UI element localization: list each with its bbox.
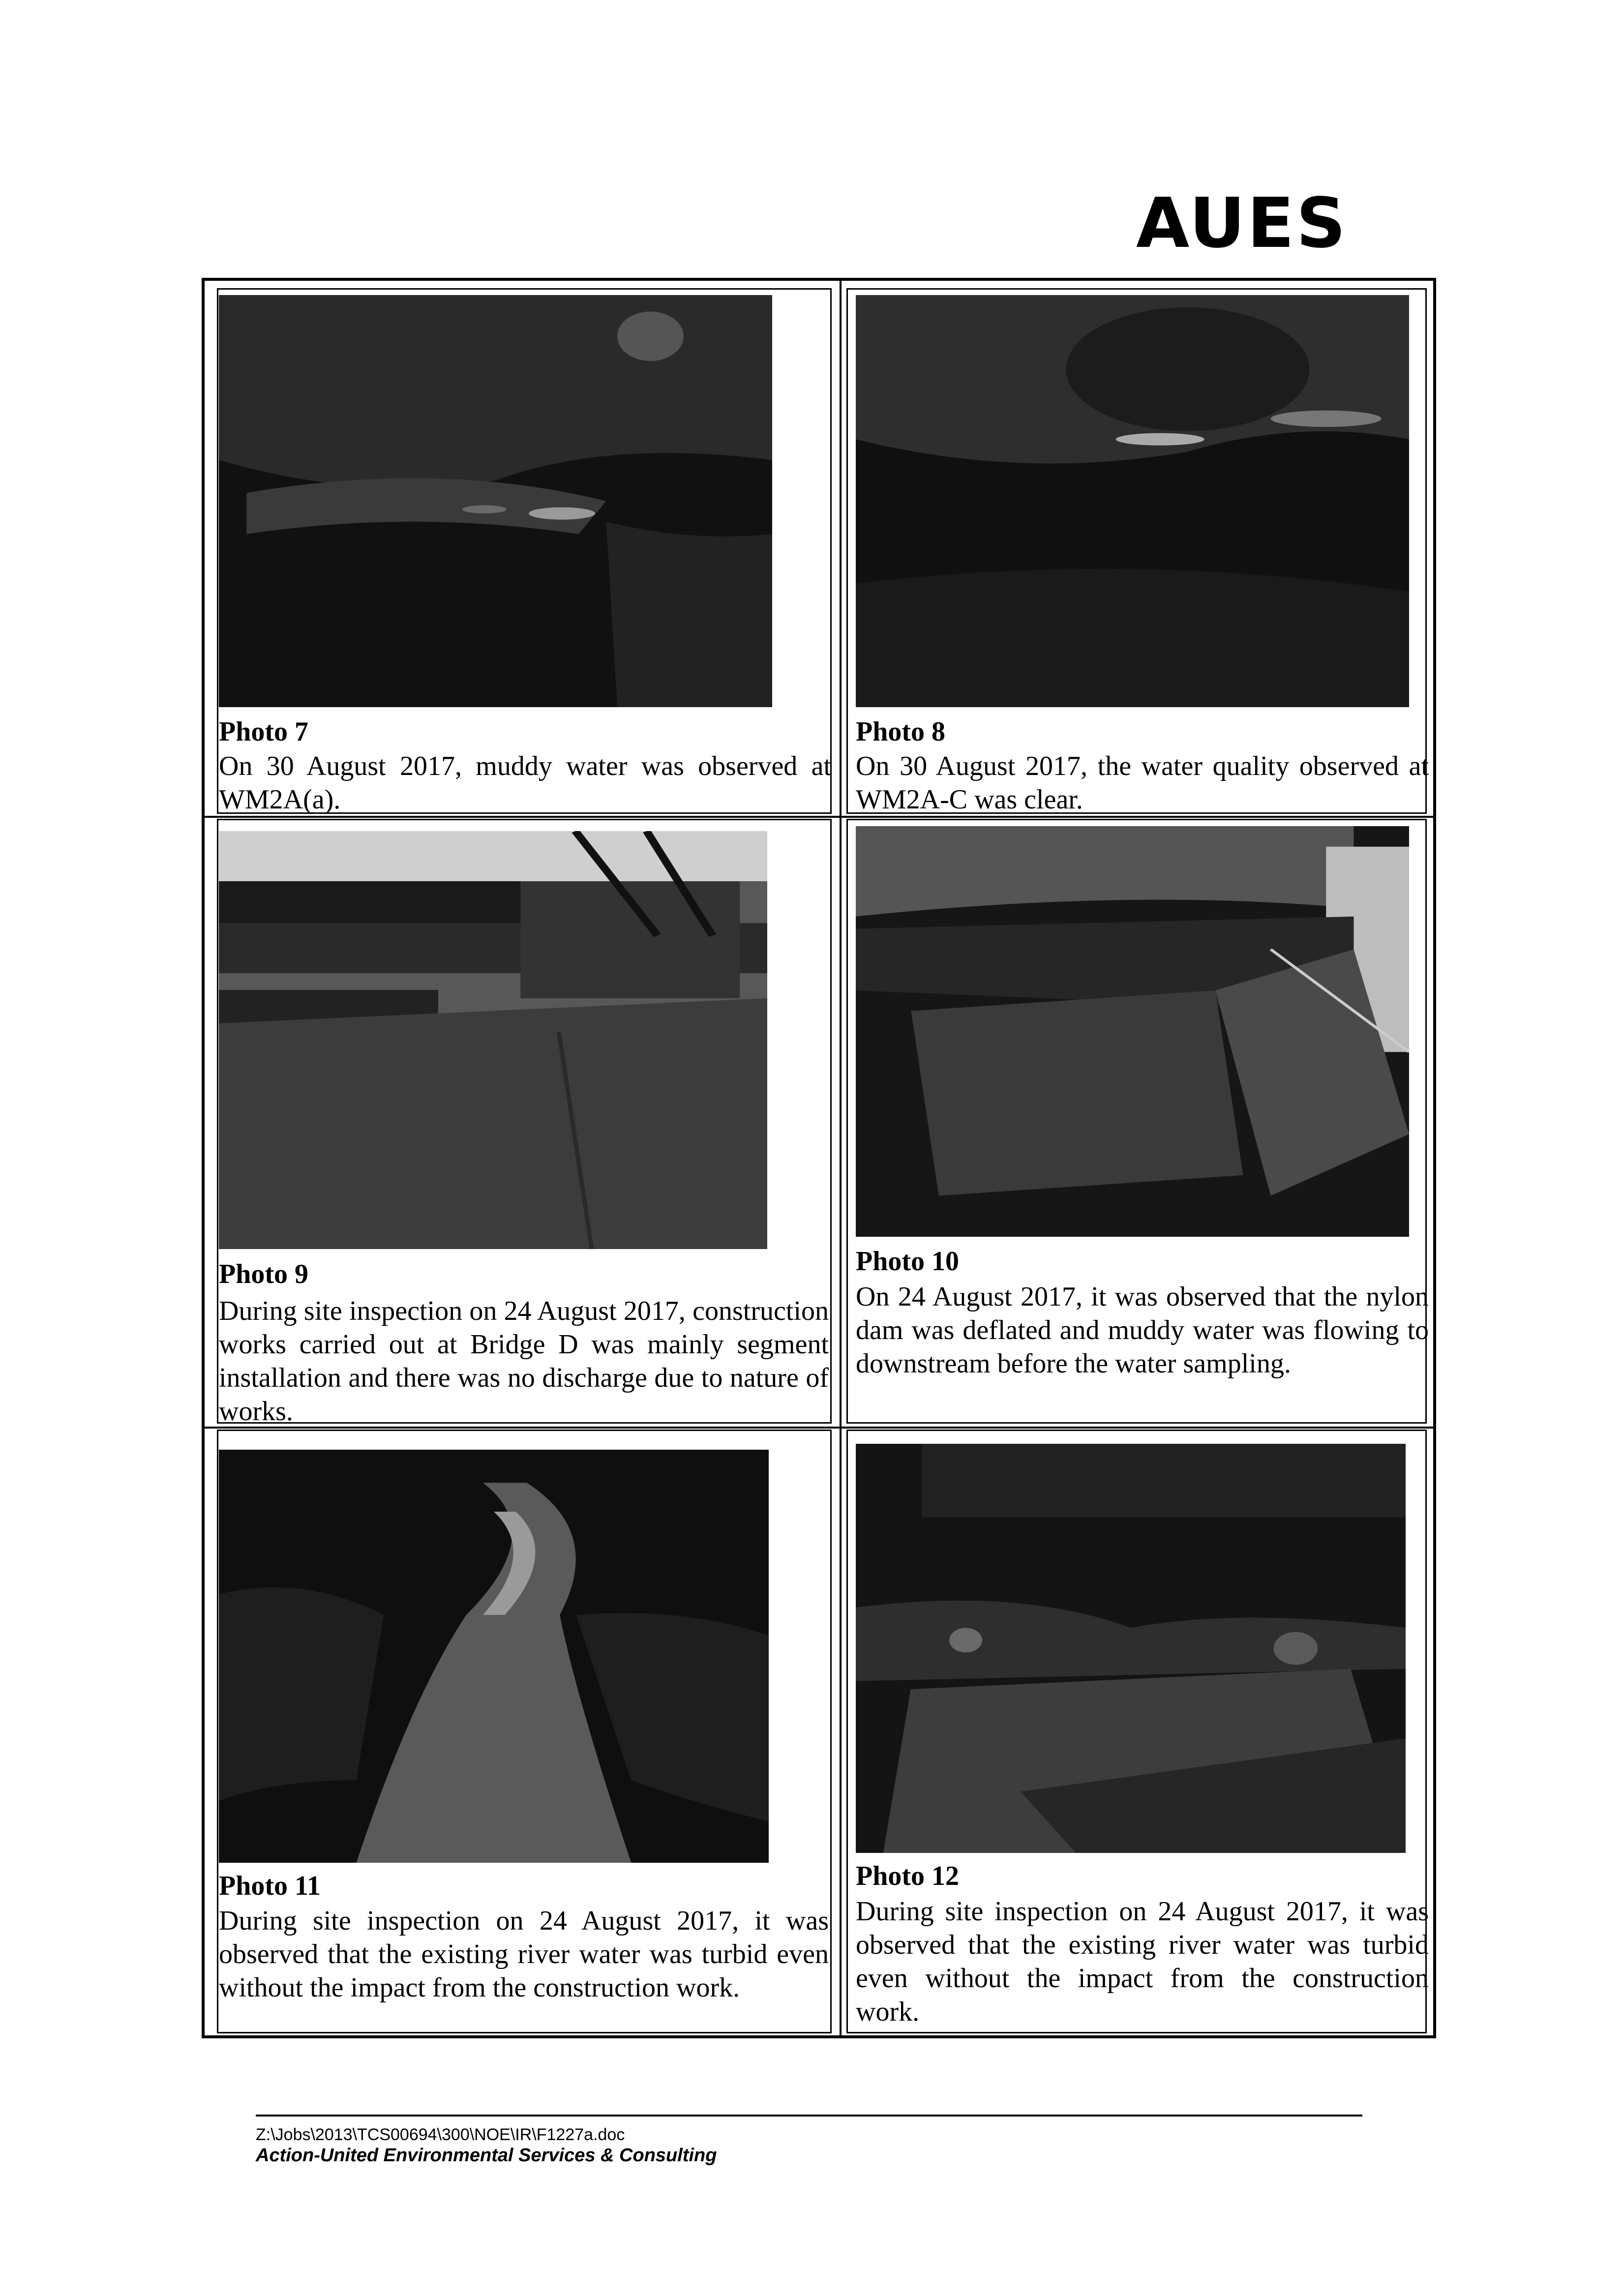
photo-8-image bbox=[856, 295, 1409, 707]
photo-7-image bbox=[219, 295, 772, 707]
photo-9-title: Photo 9 bbox=[219, 1259, 308, 1289]
photo-8-title: Photo 8 bbox=[856, 716, 945, 747]
photo-11-image bbox=[219, 1450, 769, 1863]
column-divider bbox=[840, 281, 842, 2035]
footer-file-path: Z:\Jobs\2013\TCS00694\300\NOE\IR\F1227a.doc bbox=[256, 2125, 625, 2144]
photo-12-image bbox=[856, 1444, 1406, 1853]
footer-divider bbox=[256, 2115, 1362, 2117]
photo-7-title: Photo 7 bbox=[219, 716, 308, 747]
photo-9-image bbox=[219, 831, 767, 1249]
company-logo: AUES bbox=[1136, 183, 1348, 264]
footer-company-name: Action-United Environmental Services & Consulting bbox=[256, 2145, 717, 2166]
photo-11-title: Photo 11 bbox=[219, 1871, 321, 1901]
photo-10-image bbox=[856, 826, 1409, 1237]
photo-11-caption: During site inspection on 24 August 2017, it was observed that the existing river water was turbid even without the impact from the construction work. bbox=[219, 1906, 829, 2003]
photo-10-title: Photo 10 bbox=[856, 1246, 959, 1277]
photo-12-caption: During site inspection on 24 August 2017, it was observed that the existing river water was turbid even without the impact from the construction work. bbox=[856, 1896, 1429, 2027]
photo-7-caption: On 30 August 2017, muddy water was observed at WM2A(a). bbox=[219, 751, 831, 815]
photo-12-title: Photo 12 bbox=[856, 1861, 959, 1891]
photo-10-caption: On 24 August 2017, it was observed that the nylon dam was deflated and muddy water was flowing to downstream before the water sampling. bbox=[856, 1282, 1429, 1379]
photo-8-caption: On 30 August 2017, the water quality observed at WM2A-C was clear. bbox=[856, 751, 1429, 815]
photo-9-caption: During site inspection on 24 August 2017, construction works carried out at Bridge D was mainly segment installation and there was no discharge due to nature of works. bbox=[219, 1296, 829, 1427]
